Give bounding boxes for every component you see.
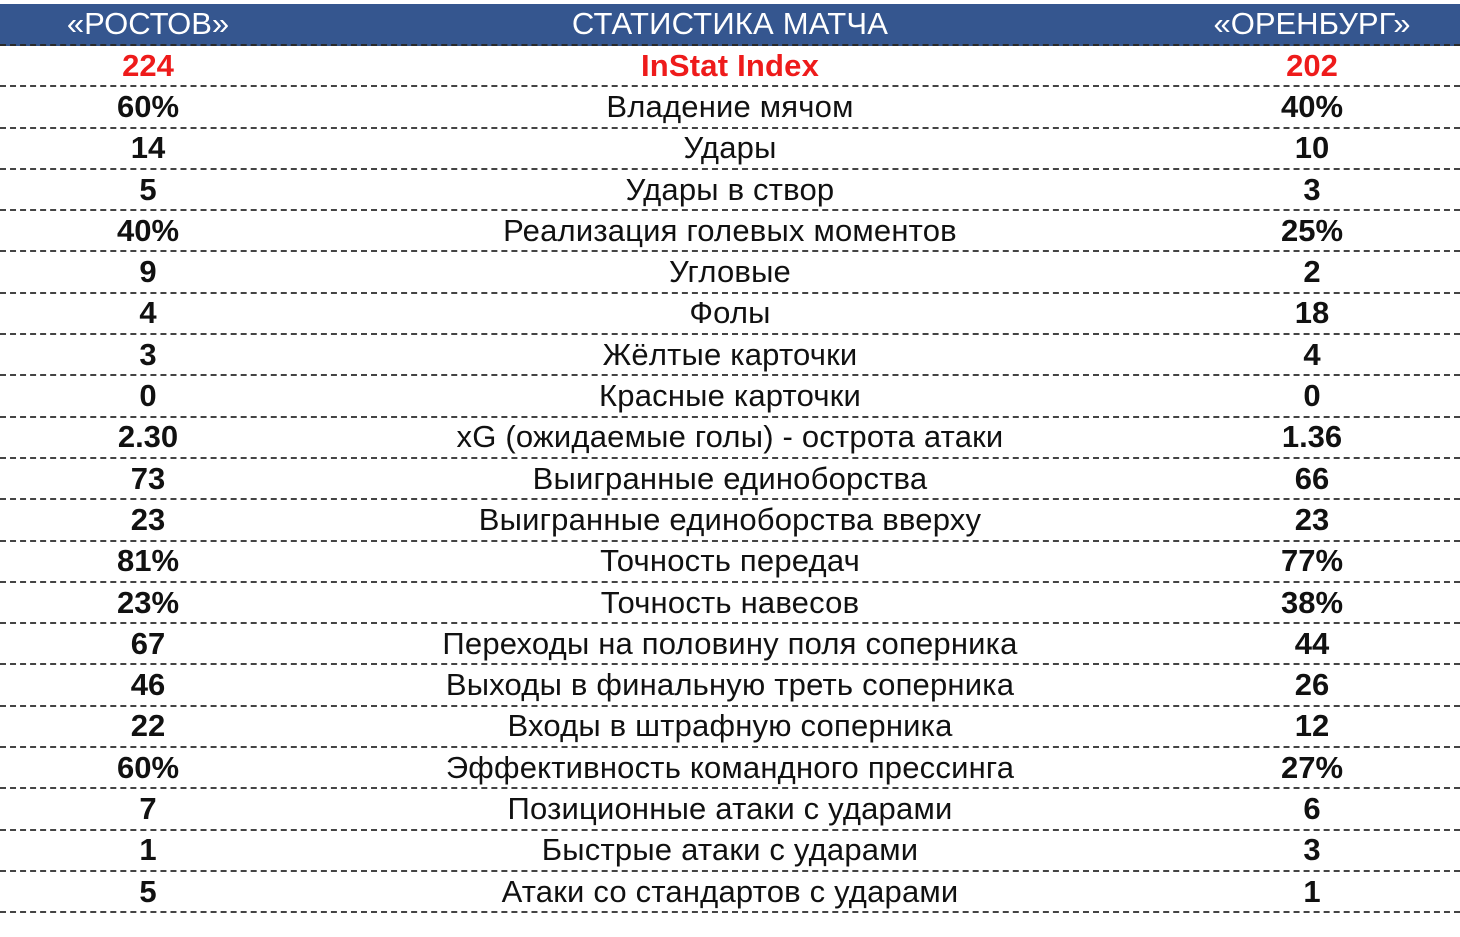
- stat-row: [0, 211, 1460, 252]
- stat-row: [0, 87, 1460, 128]
- table-title: СТАТИСТИКА МАТЧА: [571, 6, 889, 41]
- stat-label: InStat Index: [640, 47, 820, 83]
- away-value: 3: [1303, 832, 1321, 868]
- away-value: 40%: [1280, 88, 1344, 124]
- home-value: 14: [130, 130, 166, 166]
- home-value: 73: [130, 460, 166, 496]
- stat-row: [0, 665, 1460, 706]
- home-value: 2.30: [117, 419, 179, 455]
- away-value: 2: [1303, 254, 1321, 290]
- stat-label: Быстрые атаки с ударами: [541, 832, 919, 868]
- table-header: [0, 4, 1460, 46]
- stat-label: xG (ожидаемые голы) - острота атаки: [456, 419, 1004, 455]
- stat-label: Фолы: [689, 295, 771, 331]
- stat-row: [0, 335, 1460, 376]
- home-value: 22: [130, 708, 166, 744]
- stat-row: [0, 789, 1460, 830]
- stat-label: Выигранные единоборства вверху: [478, 501, 982, 537]
- away-value: 23: [1294, 501, 1330, 537]
- home-value: 1: [139, 832, 157, 868]
- stat-row: [0, 872, 1460, 913]
- home-value: 60%: [116, 749, 180, 785]
- home-value: 67: [130, 625, 166, 661]
- home-value: 23: [130, 501, 166, 537]
- stat-row: [0, 46, 1460, 87]
- stat-row: [0, 500, 1460, 541]
- away-value: 12: [1294, 708, 1330, 744]
- away-value: 1: [1303, 873, 1321, 909]
- home-value: 9: [139, 254, 157, 290]
- home-value: 46: [130, 667, 166, 703]
- home-value: 60%: [116, 88, 180, 124]
- stat-row: [0, 252, 1460, 293]
- away-value: 38%: [1280, 584, 1344, 620]
- stat-label: Входы в штрафную соперника: [507, 708, 953, 744]
- away-value: 3: [1303, 171, 1321, 207]
- home-value: 7: [139, 790, 157, 826]
- away-value: 4: [1303, 336, 1321, 372]
- away-value: 26: [1294, 667, 1330, 703]
- stat-row: [0, 831, 1460, 872]
- away-value: 66: [1294, 460, 1330, 496]
- stat-label: Атаки со стандартов с ударами: [501, 873, 959, 909]
- stat-row: [0, 707, 1460, 748]
- stat-label: Переходы на половину поля соперника: [442, 625, 1018, 661]
- stat-row: [0, 624, 1460, 665]
- stat-label: Позиционные атаки с ударами: [507, 790, 953, 826]
- home-value: 81%: [116, 543, 180, 579]
- home-value: 5: [139, 171, 157, 207]
- stat-row: [0, 459, 1460, 500]
- away-team-name: «ОРЕНБУРГ»: [1213, 6, 1411, 41]
- away-value: 25%: [1280, 212, 1344, 248]
- stat-label: Эффективность командного прессинга: [445, 749, 1015, 785]
- stat-row: [0, 418, 1460, 459]
- away-value: 6: [1303, 790, 1321, 826]
- stat-row: [0, 294, 1460, 335]
- stat-label: Красные карточки: [599, 378, 861, 414]
- home-value: 3: [139, 336, 157, 372]
- home-value: 40%: [116, 212, 180, 248]
- home-team-name: «РОСТОВ»: [66, 6, 230, 41]
- away-value: 202: [1286, 47, 1338, 83]
- home-value: 23%: [116, 584, 180, 620]
- stat-row: [0, 542, 1460, 583]
- stat-row: [0, 748, 1460, 789]
- home-value: 5: [139, 873, 157, 909]
- away-value: 44: [1294, 625, 1330, 661]
- away-value: 10: [1294, 130, 1330, 166]
- stat-label: Жёлтые карточки: [602, 336, 858, 372]
- home-value: 224: [122, 47, 174, 83]
- stat-row: [0, 129, 1460, 170]
- home-value: 4: [139, 295, 157, 331]
- stat-row: [0, 376, 1460, 417]
- stat-row: [0, 583, 1460, 624]
- stat-label: Точность передач: [600, 543, 860, 579]
- stats-rows: [0, 46, 1460, 913]
- stat-label: Удары: [683, 130, 777, 166]
- match-stats-table: [0, 4, 1460, 913]
- stat-label: Выходы в финальную треть соперника: [445, 667, 1015, 703]
- home-value: 0: [139, 378, 157, 414]
- stat-label: Угловые: [669, 254, 791, 290]
- stat-label: Владение мячом: [606, 88, 854, 124]
- stat-label: Удары в створ: [625, 171, 835, 207]
- away-value: 1.36: [1281, 419, 1343, 455]
- away-value: 27%: [1280, 749, 1344, 785]
- stat-label: Выигранные единоборства: [532, 460, 928, 496]
- away-value: 77%: [1280, 543, 1344, 579]
- away-value: 18: [1294, 295, 1330, 331]
- stat-row: [0, 170, 1460, 211]
- away-value: 0: [1303, 378, 1321, 414]
- stat-label: Реализация голевых моментов: [503, 212, 957, 248]
- stat-label: Точность навесов: [600, 584, 860, 620]
